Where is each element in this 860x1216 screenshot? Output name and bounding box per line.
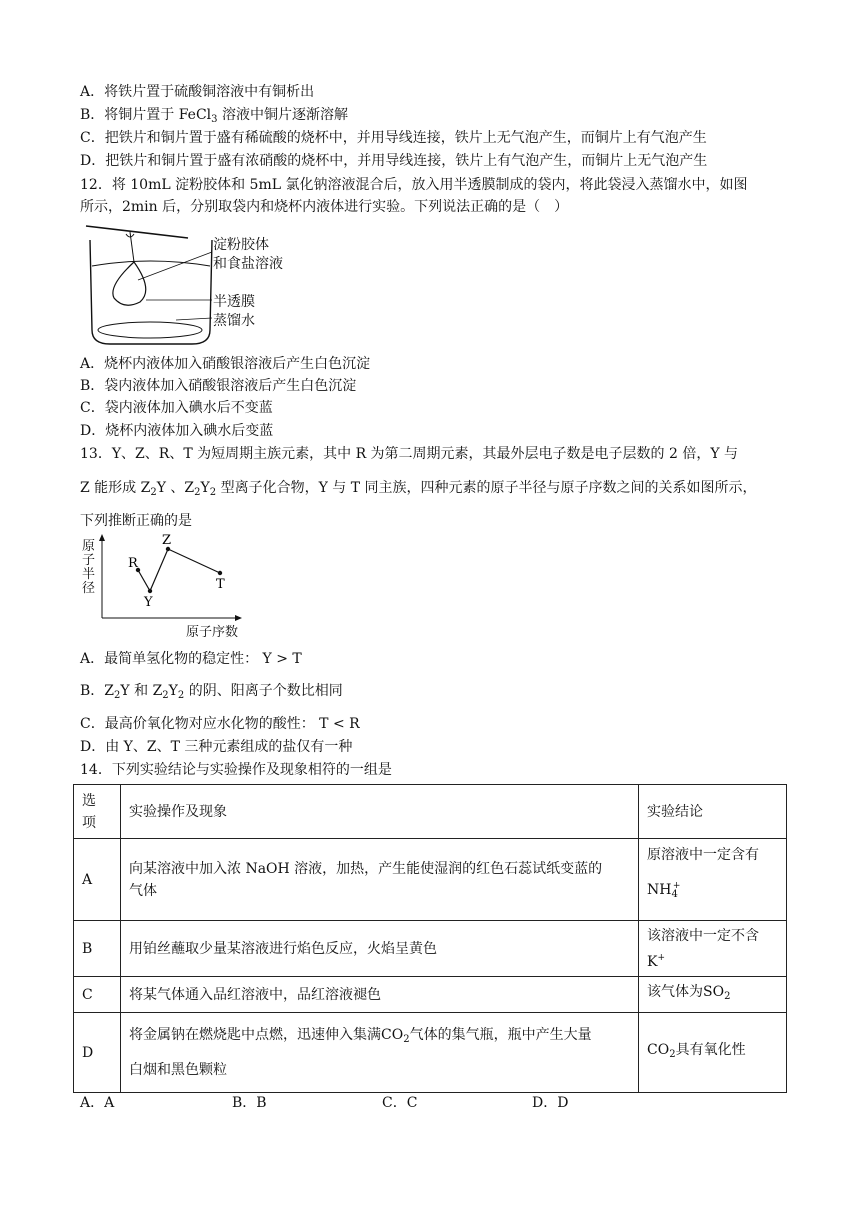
q12-stem-line2: 所示，2min 后，分别取袋内和烧杯内液体进行实验。下列说法正确的是（ ） — [80, 199, 569, 215]
row-option: D — [74, 1013, 121, 1093]
answer-c: C．C — [382, 1095, 418, 1111]
q13-stem-line1: 13．Y、Z、R、T 为短周期主族元素，其中 R 为第二周期元素，其最外层电子数是电子层数的 2 倍，Y 与 — [80, 446, 739, 462]
table-row — [74, 839, 787, 921]
chart-point-label-r: R — [128, 556, 138, 571]
q11-option-c: C．把铁片和铜片置于盛有稀硫酸的烧杯中，并用导线连接，铁片上无气泡产生，而铜片上有气泡产生 — [80, 130, 707, 146]
q14-stem: 14．下列实验结论与实验操作及现象相符的一组是 — [80, 762, 392, 778]
row-conclusion: 该气体为$SO_2$ — [639, 977, 787, 1013]
chart-point-label-y: Y — [144, 595, 153, 610]
answer-d: D．D — [532, 1095, 569, 1111]
header-operation: 实验操作及现象 — [121, 785, 639, 839]
q13-option-c: C．最高价氧化物对应水化物的酸性： T < R — [80, 716, 360, 732]
answer-b: B．B — [232, 1095, 267, 1111]
fig-label-starch: 淀粉胶体 — [213, 237, 269, 253]
q12-option-c: C．袋内液体加入碘水后不变蓝 — [80, 400, 273, 416]
q12-option-a: A．烧杯内液体加入硝酸银溶液后产生白色沉淀 — [80, 356, 371, 372]
answer-a: A．A — [80, 1095, 115, 1111]
fig-label-membrane: 半透膜 — [213, 294, 255, 310]
q12-stem-line1: 12．将 10mL 淀粉胶体和 5mL 氯化钠溶液混合后，放入用半透膜制成的袋内，将此袋浸入蒸馏水中，如图 — [80, 177, 748, 193]
fig-label-water: 蒸馏水 — [213, 313, 255, 329]
q13-stem-line2: Z 能形成 $Z_2Y$ 、$Z_2Y_2$ 型离子化合物，Y 与 T 同主族，四种元素的原子半径与原子序数之间的关系如图所示， — [80, 480, 757, 498]
chart-x-label: 原子序数 — [186, 625, 239, 640]
q12-option-b: B．袋内液体加入硝酸银溶液后产生白色沉淀 — [80, 378, 357, 394]
q13-option-d: D．由 Y、Z、T 三种元素组成的盐仅有一种 — [80, 739, 353, 755]
row-option: B — [74, 921, 121, 977]
row-option: A — [74, 839, 121, 921]
q13-stem-line3: 下列推断正确的是 — [80, 513, 192, 529]
row-conclusion: 该溶液中一定不含 K+ — [639, 921, 787, 977]
fig-label-salt: 和食盐溶液 — [213, 256, 283, 272]
row-conclusion: $CO_2$具有氧化性 — [639, 1013, 787, 1093]
chart-point-label-t: T — [216, 577, 225, 592]
row-operation: 向某溶液中加入浓 NaOH 溶液，加热，产生能使湿润的红色石蕊试纸变蓝的 气体 — [121, 839, 639, 921]
table-header-row — [74, 785, 787, 839]
chart-point-t — [218, 571, 222, 575]
q11-option-d: D．把铁片和铜片置于盛有浓硝酸的烧杯中，并用导线连接，铁片上有气泡产生，而铜片上无气泡产生 — [80, 153, 708, 169]
row-operation: 将某气体通入品红溶液中，品红溶液褪色 — [121, 977, 639, 1013]
chart-point-label-z: Z — [162, 533, 172, 548]
table-row — [74, 1013, 787, 1093]
chart-series-line — [138, 549, 220, 591]
beaker-figure — [80, 222, 310, 350]
q12-option-d: D．烧杯内液体加入碘水后变蓝 — [80, 423, 274, 439]
q11-option-b: B．将铜片置于 FeCl$_3$ 溶液中铜片逐渐溶解 — [80, 107, 348, 125]
experiment-table — [73, 784, 787, 1093]
q13-option-b: B．$Z_2Y$ 和 $Z_2Y_2$ 的阴、阳离子个数比相同 — [80, 683, 343, 701]
row-option: C — [74, 977, 121, 1013]
q13-option-a: A．最简单氢化物的稳定性： Y > T — [80, 651, 302, 667]
table-row — [74, 921, 787, 977]
table-row — [74, 977, 787, 1013]
header-conclusion: 实验结论 — [639, 785, 787, 839]
chart-y-label: 原子半径 — [82, 539, 96, 596]
chart-point-y — [148, 589, 152, 593]
header-option: 选 项 — [74, 785, 121, 839]
row-operation: 用铂丝蘸取少量某溶液进行焰色反应，火焰呈黄色 — [121, 921, 639, 977]
row-conclusion: 原溶液中一定含有 $NH_4^+$ — [639, 839, 787, 921]
q11-option-a: A．将铁片置于硫酸铜溶液中有铜析出 — [80, 84, 315, 100]
row-operation: 将金属钠在燃烧匙中点燃，迅速伸入集满$CO_2$气体的集气瓶，瓶中产生大量 白烟和黑色颗粒 — [121, 1013, 639, 1093]
